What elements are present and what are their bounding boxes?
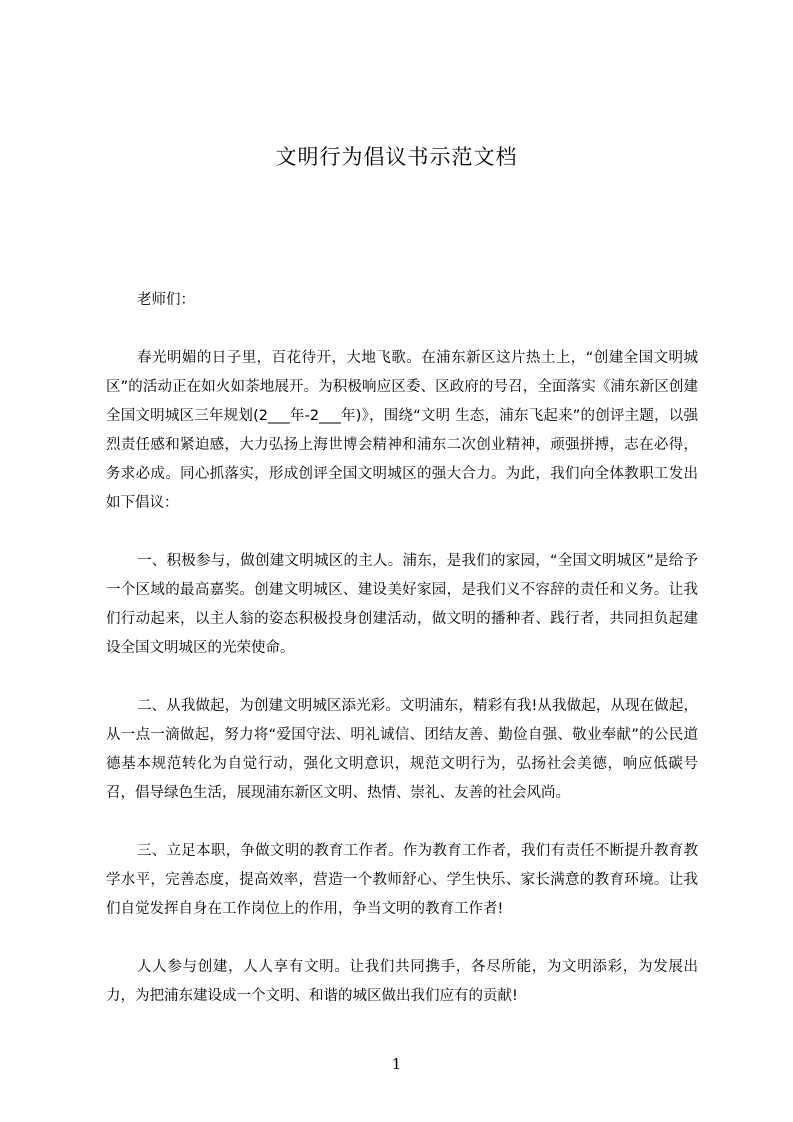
salutation: 老师们： xyxy=(137,292,195,308)
paragraph-intro: 春光明媚的日子里，百花待开，大地飞歌。在浦东新区这片热土上，“创建全国文明城区”的活动正在如火如荼地展开。为积极响应区委、区政府的号召，全面落实《浦东新区创建全国文明城区三年规划(2___年-2___年)》，围绕“文明 生态，浦东飞起来”的创评主题，以强烈责任感和紧迫感，大力弘扬上海世博会精神和浦东二次创业精神，顽强拼搏，志在必得，务求必成。同心抓落实，形成创评全国文明城区的强大合力。为此，我们向全体教职工发出如下倡议： xyxy=(106,350,698,511)
paragraph-point-1: 一、积极参与，做创建文明城区的主人。浦东，是我们的家园，“全国文明城区”是给予一个区域的最高嘉奖。创建文明城区、建设美好家园，是我们义不容辞的责任和义务。让我们行动起来，以主人翁的姿态积极投身创建活动，做文明的播种者、践行者，共同担负起建设全国文明城区的光荣使命。 xyxy=(106,553,698,656)
paragraph-closing: 人人参与创建，人人享有文明。让我们共同携手，各尽所能，为文明添彩，为发展出力，为把浦东建设成一个文明、和谐的城区做出我们应有的贡献! xyxy=(106,959,698,1004)
document-title: 文明行为倡议书示范文档 xyxy=(275,145,518,169)
document-body xyxy=(106,286,698,1040)
page-number: 1 xyxy=(391,1055,402,1073)
paragraph-point-3: 三、立足本职，争做文明的教育工作者。作为教育工作者，我们有责任不断提升教育教学水平，完善态度，提高效率，营造一个教师舒心、学生快乐、家长满意的教育环境。让我们自觉发挥自身在工作岗位上的作用，争当文明的教育工作者! xyxy=(106,843,698,917)
paragraph-point-2: 二、从我做起，为创建文明城区添光彩。文明浦东，精彩有我!从我做起，从现在做起，从一点一滴做起，努力将“爱国守法、明礼诚信、团结友善、勤俭自强、敬业奉献”的公民道德基本规范转化为自觉行动，强化文明意识，规范文明行为，弘扬社会美德，响应低碳号召，倡导绿色生活，展现浦东新区文明、热情、崇礼、友善的社会风尚。 xyxy=(106,698,698,801)
